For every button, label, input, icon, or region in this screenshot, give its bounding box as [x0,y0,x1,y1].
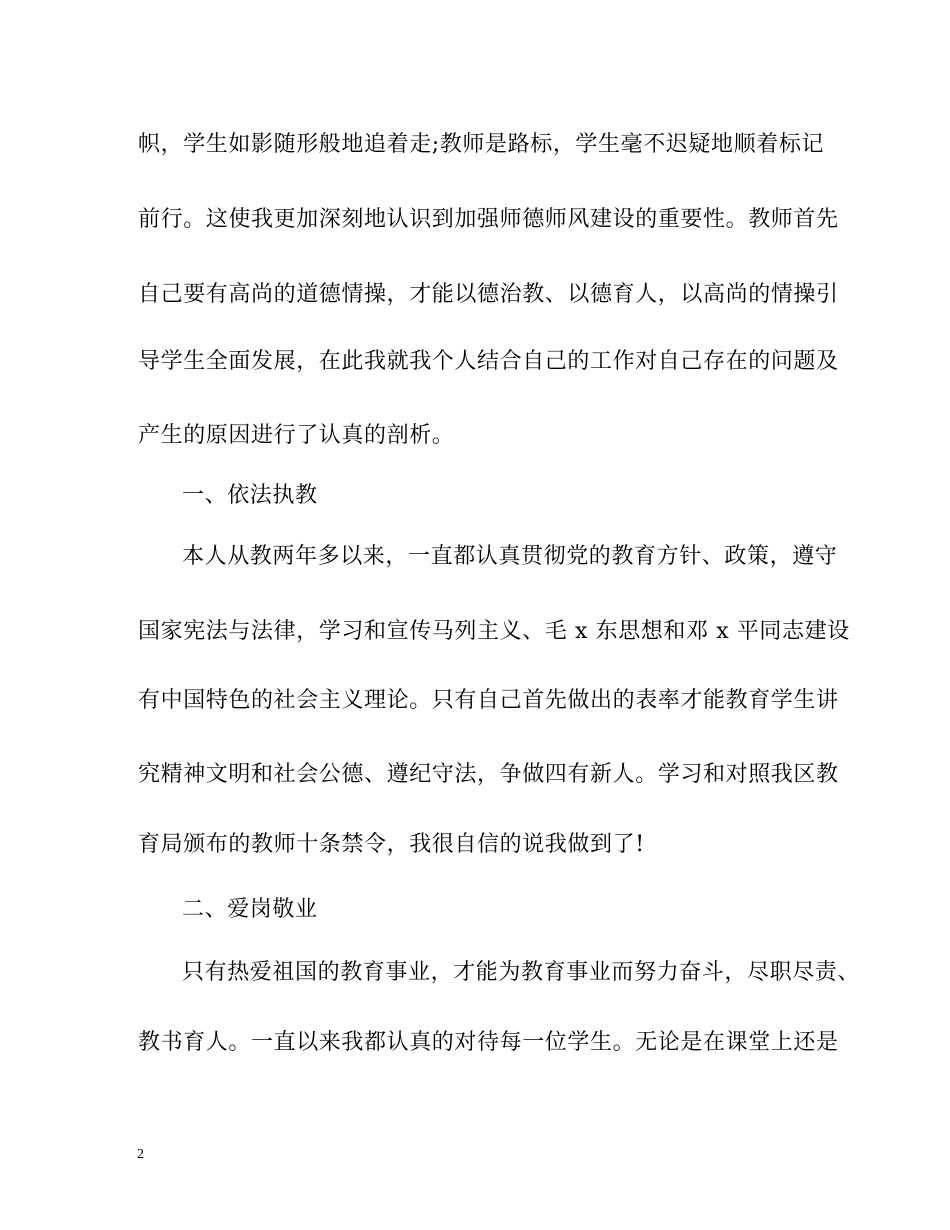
body-text-line: 究精神文明和社会公德、遵纪守法，争做四有新人。学习和对照我区教 [138,762,839,787]
body-text-line: 只有热爱祖国的教育事业，才能为教育事业而努力奋斗，尽职尽责、 [182,960,861,985]
body-text-line: 帜，学生如影随形般地追着走;教师是路标，学生毫不迟疑地顺着标记 [138,132,825,157]
section-heading: 二、爱岗敬业 [182,897,318,922]
body-text-line: 教书育人。一直以来我都认真的对待每一位学生。无论是在课堂上还是 [138,1030,839,1055]
body-text-line: 产生的原因进行了认真的剖析。 [138,423,455,448]
body-text-line: 前行。这使我更加深刻地认识到加强师德师风建设的重要性。教师首先 [138,207,839,232]
body-text-line: 本人从教两年多以来，一直都认真贯彻党的教育方针、政策，遵守 [182,544,838,569]
page-number: 2 [137,1147,144,1162]
body-text-line: 有中国特色的社会主义理论。只有自己首先做出的表率才能教育学生讲 [138,688,839,713]
body-text-line: 育局颁布的教师十条禁令，我很自信的说我做到了! [138,832,645,857]
body-text-line: 自己要有高尚的道德情操，才能以德治教、以德育人，以高尚的情操引 [138,282,839,307]
body-text-line: 导学生全面发展，在此我就我个人结合自己的工作对自己存在的问题及 [138,349,839,374]
section-heading: 一、依法执教 [182,483,318,508]
body-text-line: 国家宪法与法律，学习和宣传马列主义、毛 x 东思想和邓 x 平同志建设 [138,619,850,644]
